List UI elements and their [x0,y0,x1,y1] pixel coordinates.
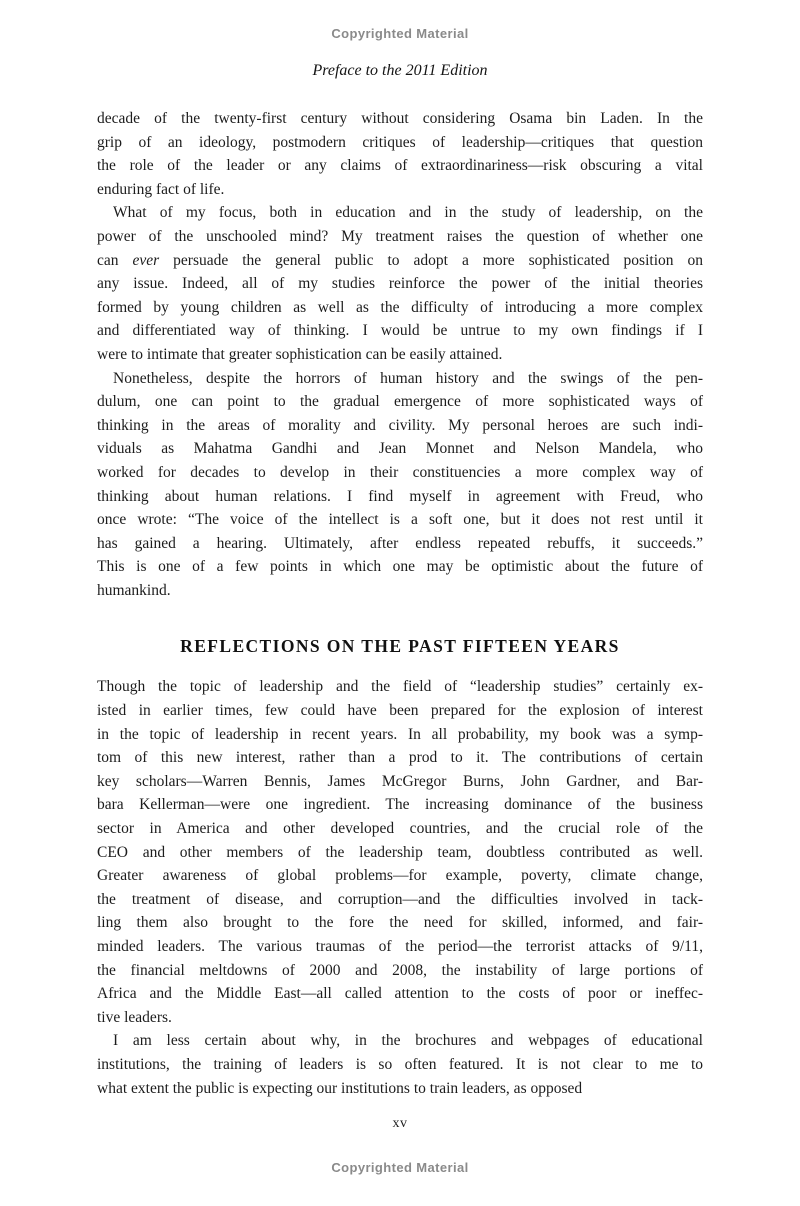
page-number: xv [392,1116,408,1131]
text-line: I am less certain about why, in the brochures and webpages of educational [113,1032,703,1050]
text-line: Africa and the Middle East—all called attention to the costs of poor or ineffec- [97,985,703,1003]
text-line: Greater awareness of global problems—for example, poverty, climate change, [97,867,703,885]
text-line: what extent the public is expecting our institutions to train leaders, as opposed [97,1079,583,1097]
text-line: institutions, the training of leaders is so often featured. It is not clear to me to [97,1055,703,1073]
section-reflections [97,675,703,1100]
copyright-notice-top: Copyrighted Material [331,26,469,41]
text-line: power of the unschooled mind? My treatment raises the question of whether one [97,227,703,245]
text-line: CEO and other members of the leadership team, doubtless contributed as well. [97,843,703,861]
text-line: sector in America and other developed countries, and the crucial role of the [97,820,703,838]
text-line: can ever persuade the general public to adopt a more sophisticated position on [97,251,703,269]
text-line: ling them also brought to the fore the need for skilled, informed, and fair- [97,914,703,932]
running-head: Preface to the 2011 Edition [312,62,488,79]
paragraph [97,1029,703,1100]
text-line: This is one of a few points in which one may be optimistic about the future of [97,558,703,576]
text-line: minded leaders. The various traumas of the period—the terrorist attacks of 9/11, [97,938,703,955]
text-line: thinking in the areas of morality and civility. My personal heroes are such indi- [97,416,703,434]
copyright-notice-bottom: Copyrighted Material [331,1160,469,1175]
text-line: once wrote: “The voice of the intellect is a soft one, but it does not rest until it [97,511,703,529]
text-line: formed by young children as well as the difficulty of introducing a more complex [97,298,703,316]
text-line: enduring fact of life. [97,180,225,198]
text-line: What of my focus, both in education and in the study of leadership, on the [113,204,703,222]
text-line: tom of this new interest, rather than a prod to it. The contributions of certain [97,749,703,767]
text-line: the treatment of disease, and corruption—and the difficulties involved in tack- [97,890,703,908]
text-line: any issue. Indeed, all of my studies reinforce the power of the initial theories [97,275,703,293]
text-line: key scholars—Warren Bennis, James McGregor Burns, John Gardner, and Bar- [97,772,703,790]
text-line: humankind. [97,581,171,599]
text-line: dulum, one can point to the gradual emergence of more sophisticated ways of [97,393,703,411]
text-line: and differentiated way of thinking. I would be untrue to my own findings if I [97,322,703,340]
paragraph [97,675,703,1029]
text-line: Though the topic of leadership and the field of “leadership studies” certainly ex- [97,678,703,696]
text-line: viduals as Mahatma Gandhi and Jean Monnet and Nelson Mandela, who [97,440,703,458]
text-line: worked for decades to develop in their constituencies a more complex way of [97,463,703,481]
text-line: were to intimate that greater sophistication can be easily attained. [97,345,503,363]
text-line: tive leaders. [97,1008,172,1026]
text-line: grip of an ideology, postmodern critiques of leadership—critiques that question [97,133,703,151]
section-continuation [97,107,703,602]
text-line: Nonetheless, despite the horrors of human history and the swings of the pen- [113,369,703,387]
text-line: decade of the twenty-first century without considering Osama bin Laden. In the [97,110,703,127]
section-heading: REFLECTIONS ON THE PAST FIFTEEN YEARS [180,636,620,657]
paragraph [97,367,703,603]
paragraph [97,107,703,201]
text-line: has gained a hearing. Ultimately, after endless repeated rebuffs, it succeeds.” [97,534,703,552]
text-line: isted in earlier times, few could have been prepared for the explosion of interest [97,702,703,720]
text-line: bara Kellerman—were one ingredient. The increasing dominance of the business [97,796,703,814]
text-line: the role of the leader or any claims of extraordinariness—risk obscuring a vital [97,157,703,175]
body-text [97,107,703,1100]
text-line: the financial meltdowns of 2000 and 2008, the instability of large portions of [97,961,703,979]
text-line: in the topic of leadership in recent years. In all probability, my book was a symp- [97,725,703,743]
text-line: thinking about human relations. I find myself in agreement with Freud, who [97,487,703,505]
paragraph [97,201,703,366]
